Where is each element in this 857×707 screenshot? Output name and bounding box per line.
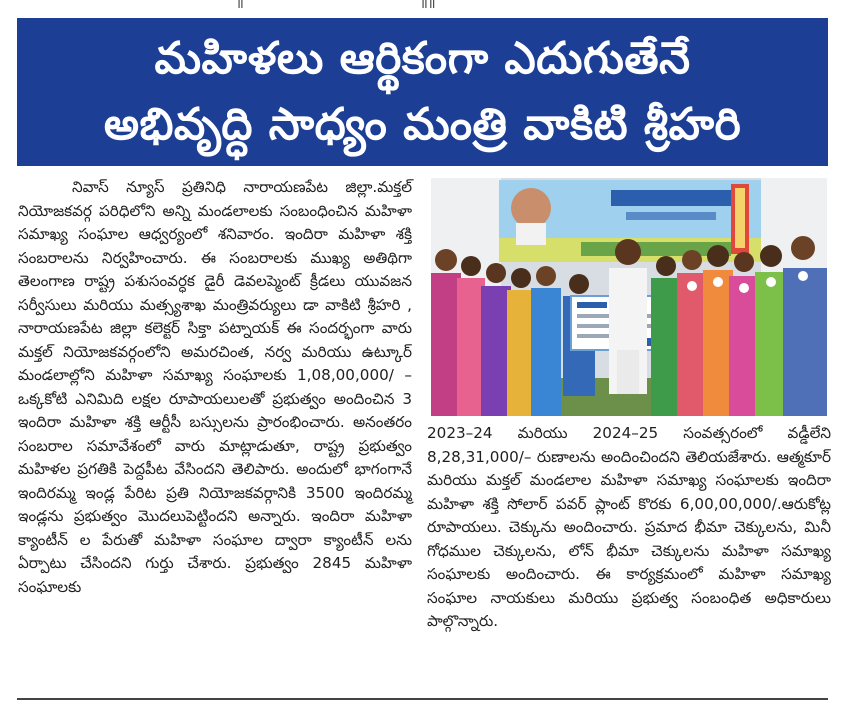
previous-article-fragment: ॥ ॥॥ <box>0 0 857 12</box>
article-right-column: 2023–24 మరియు 2024–25 సంవత్సరంలో వడ్డీలేని 8,28,31,000/– రుణాలను అందించిందని తెలియజేశారు. ఆత్మకూర్ మరియు మక్తల్ మండలాల మహిళా సమాఖ్య సంఘాలకు ఇందిరా మహిళా శక్తి సోలార్ పవర్ ప్లాంట్ కొరకు 6,00,00,000/.ఆరుకోట్ల రూపాయలు. చెక్కును అందించారు. ప్రమాద భీమా చెక్కులను, మినీ గోధముల చెక్కులను, లోన్ భీమా చెక్కులను మహిళా సమాఖ్య సంఘాలకు అందించారు. ఈ కార్యక్రమంలో మహిళా సమాఖ్య సంఘాల నాయకులు మరియు ప్రభుత్వ సంబంధిత అధికారులు పాల్గొన్నారు. <box>427 424 831 630</box>
headline-banner <box>17 18 828 166</box>
headline-line-1: మహిళలు ఆర్థికంగా ఎదుగుతేనే <box>154 33 691 84</box>
article-left-column: నివాస్ న్యూస్ ప్రతినిధి నారాయణపేట జిల్లా.మక్తల్ నియోజకవర్గ పరిధిలోని అన్ని మండలాలకు సంబంధించిన మహిళా సమాఖ్య సంఘాల ఆధ్వర్యంలో శనివారం. ఇందిరా మహిళా శక్తి సంబరాలను నిర్వహించారు. ఈ సంబరాలకు ముఖ్య అతిథిగా తెలంగాణ రాష్ట్ర పశుసంవర్ధక డైరీ డెవలప్మెంట్ క్రీడలు యువజన సర్వీసులు మరియు మత్స్యశాఖ మంత్రివర్యులు డా వాకిటి శ్రీహరి , నారాయణపేట జిల్లా కలెక్టర్ సిక్తా పట్నాయక్ ఈ సందర్భంగా వారు మక్తల్ నియోజకవర్గంలోని అమరచింత, నర్వ మరియు ఉట్కూర్ మండలాల్లోని మహిళా సమాఖ్య సంఘాలకు 1,08,00,000/ –ఒక్కకోటి ఎనిమిది లక్షల రూపాయలులతో ప్రభుత్వం అందించిన 3 ఇందిరా మహిళా శక్తి ఆర్టీసీ బస్సులను ప్రారంభించారు. అనంతరం సంబరాల సమావేశంలో వారు మాట్లాడుతూ, రాష్ట్ర ప్రభుత్వం మహిళల ప్రగతికి పెద్దపీట వేసిందని తెలిపారు. అందులో భాగంగానే ఇందిరమ్మ ఇండ్ల పేరిట ప్రతి నియోజకవర్గానికి 3500 ఇందిరమ్మ ఇండ్లను ప్రభుత్వం మొదలుపెట్టిందని అన్నారు. ఇందిరా మహిళా క్యాంటీన్ ల పేరుతో మహిళా సంఘాల ద్వారా క్యాంటీన్ లను ఏర్పాటు చేసిందని గుర్తు చేశారు. ప్రభుత్వం 2845 మహిళా సంఘాలకు <box>18 178 412 596</box>
bottom-divider <box>17 698 828 700</box>
headline-line-2: అభివృద్ధి సాధ్యం మంత్రి వాకిటి శ్రీహరి <box>103 99 742 150</box>
event-photo <box>431 178 827 416</box>
